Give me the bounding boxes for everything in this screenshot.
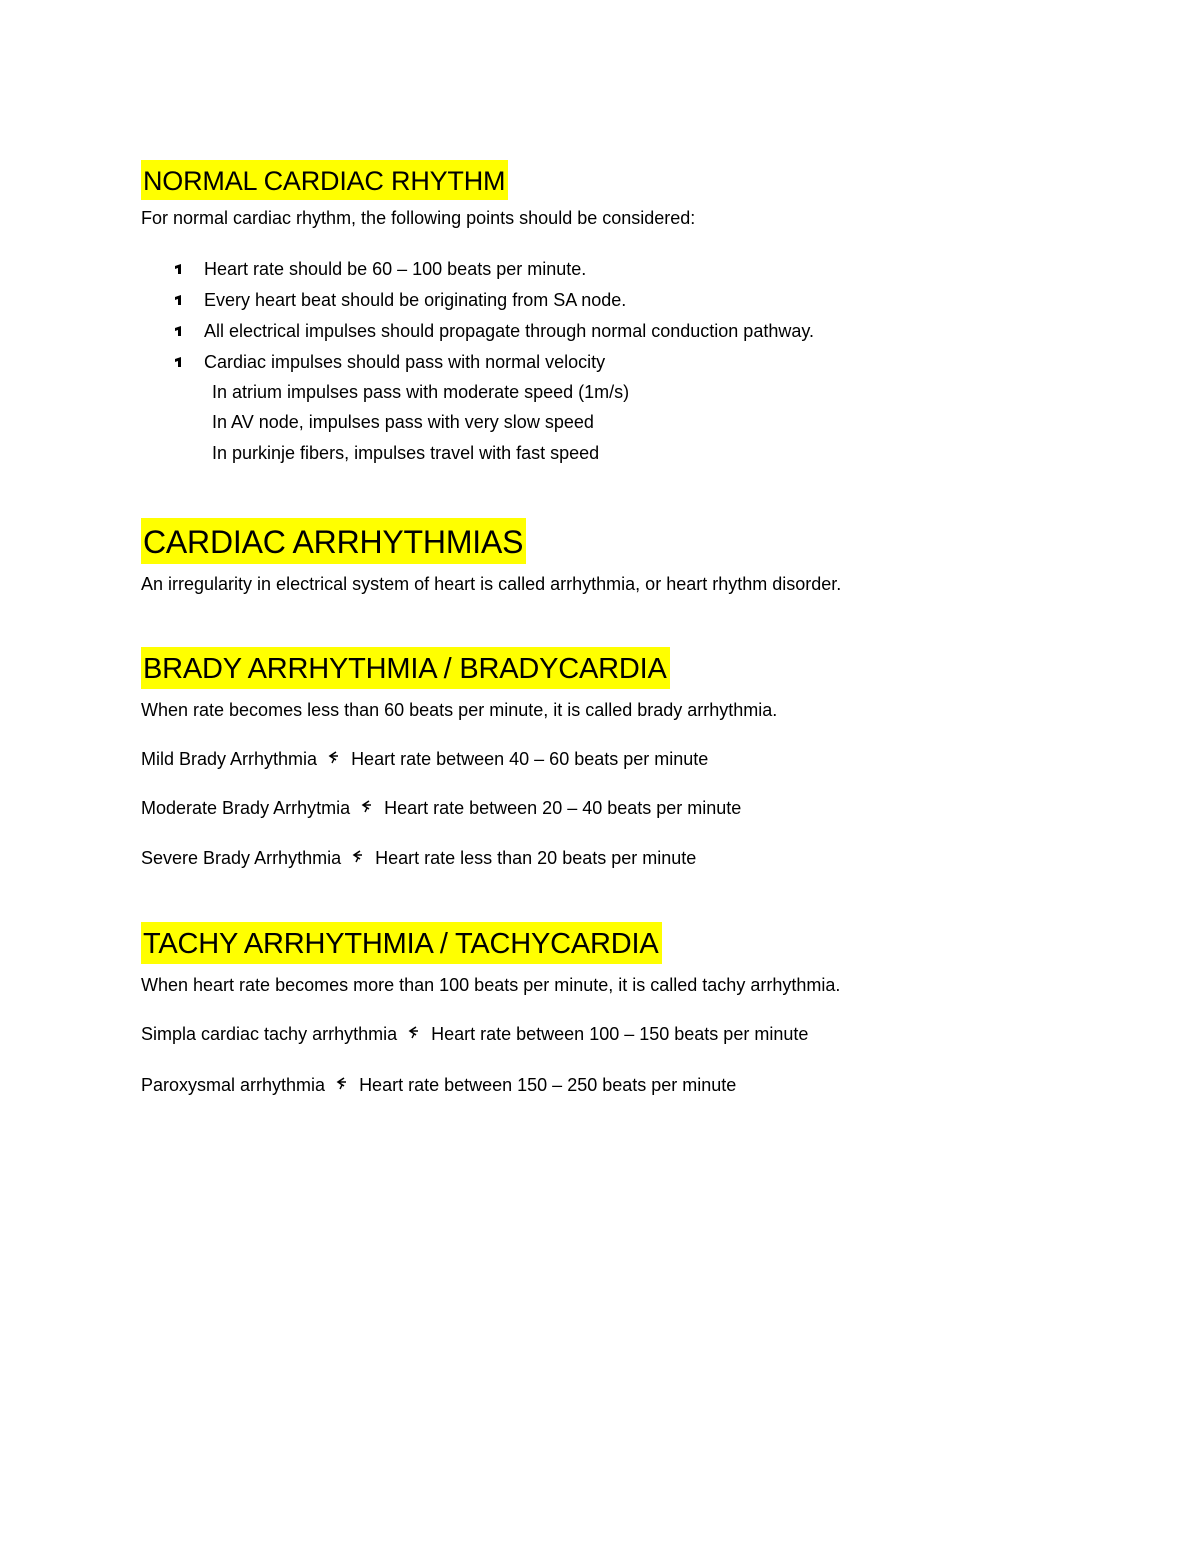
bullet-glyph-icon <box>173 353 183 369</box>
definition-row <box>141 796 741 820</box>
section-cardiac-arrhythmias <box>141 518 526 564</box>
sub-item: In purkinje fibers, impulses travel with fast speed <box>212 443 600 463</box>
heading-tachycardia: TACHY ARRHYTHMIA / TACHYCARDIA <box>141 922 662 964</box>
heading-bradycardia: BRADY ARRHYTHMIA / BRADYCARDIA <box>141 647 670 689</box>
heading-cardiac-arrhythmias: CARDIAC ARRHYTHMIAS <box>141 518 526 564</box>
definition-term: Simpla cardiac tachy arrhythmia <box>141 1024 398 1044</box>
arrow-glyph-icon <box>335 1076 347 1090</box>
definition-desc: Heart rate between 40 – 60 beats per minute <box>351 749 709 769</box>
bullet-item <box>141 350 605 374</box>
bullet-item <box>141 288 626 312</box>
definition-desc: Heart rate between 150 – 250 beats per minute <box>359 1075 737 1095</box>
intro-cardiac-arrhythmias: An irregularity in electrical system of heart is called arrhythmia, or heart rhythm disorder. <box>141 574 842 594</box>
definition-term: Severe Brady Arrhythmia <box>141 848 342 868</box>
definition-term: Moderate Brady Arrhytmia <box>141 798 351 818</box>
bullet-text: Cardiac impulses should pass with normal velocity <box>204 352 606 372</box>
bullet-glyph-icon <box>173 260 183 276</box>
intro-bradycardia: When rate becomes less than 60 beats per minute, it is called brady arrhythmia. <box>141 700 778 720</box>
definition-desc: Heart rate between 20 – 40 beats per minute <box>384 798 742 818</box>
section-bradycardia <box>141 647 670 689</box>
arrow-glyph-icon <box>407 1025 419 1039</box>
sub-item: In AV node, impulses pass with very slow speed <box>212 412 594 432</box>
intro-normal-cardiac-rhythm: For normal cardiac rhythm, the following points should be considered: <box>141 208 696 228</box>
bullet-item <box>141 257 586 281</box>
definition-row <box>141 1022 808 1046</box>
definition-row <box>141 846 696 870</box>
definition-term: Mild Brady Arrhythmia <box>141 749 318 769</box>
intro-tachycardia: When heart rate becomes more than 100 beats per minute, it is called tachy arrhythmia. <box>141 975 841 995</box>
bullet-item <box>141 319 814 343</box>
definition-desc: Heart rate between 100 – 150 beats per minute <box>431 1024 809 1044</box>
bullet-text: All electrical impulses should propagate through normal conduction pathway. <box>204 321 815 341</box>
bullet-glyph-icon <box>173 322 183 338</box>
arrow-glyph-icon <box>360 799 372 813</box>
definition-term: Paroxysmal arrhythmia <box>141 1075 326 1095</box>
heading-normal-cardiac-rhythm: NORMAL CARDIAC RHYTHM <box>141 160 508 200</box>
bullet-text: Every heart beat should be originating from SA node. <box>204 290 627 310</box>
definition-desc: Heart rate less than 20 beats per minute <box>375 848 697 868</box>
section-tachycardia <box>141 922 662 964</box>
sub-item: In atrium impulses pass with moderate speed (1m/s) <box>212 382 630 402</box>
bullet-text: Heart rate should be 60 – 100 beats per minute. <box>204 259 587 279</box>
arrow-glyph-icon <box>351 849 363 863</box>
bullet-glyph-icon <box>173 291 183 307</box>
definition-row <box>141 747 708 771</box>
definition-row <box>141 1073 736 1097</box>
arrow-glyph-icon <box>327 750 339 764</box>
section-normal-cardiac-rhythm <box>141 160 508 200</box>
